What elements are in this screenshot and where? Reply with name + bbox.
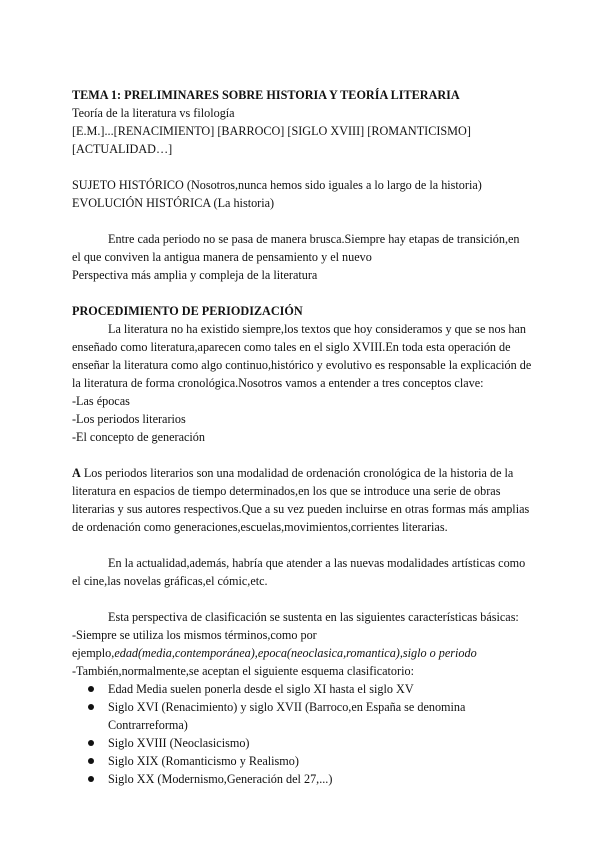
a-paragraph-line: literatura en espacios de tiempo determinados,en los que se introduce una serie de obras — [72, 484, 501, 498]
list-item: Siglo XIX (Romanticismo y Realismo) — [72, 752, 532, 770]
bullet-icon — [88, 776, 94, 782]
actualidad-paragraph-line: En la actualidad,además, habría que atender a las nuevas modalidades artísticas como — [108, 556, 526, 570]
concept-item: -Las épocas — [72, 394, 130, 408]
a-paragraph-line: de ordenación como generaciones,escuelas,movimientos,corrientes literarias. — [72, 520, 448, 534]
bullet-icon — [88, 704, 94, 710]
a-paragraph-line: literarias y sus autores respectivos.Que a su vez pueden incluirse en otras formas más amplias — [72, 502, 530, 516]
page-title: TEMA 1: PRELIMINARES SOBRE HISTORIA Y TEORÍA LITERARIA — [72, 88, 460, 102]
bullet-icon — [88, 758, 94, 764]
sujeto-historico: SUJETO HISTÓRICO (Nosotros,nunca hemos sido iguales a lo largo de la historia) — [72, 178, 482, 192]
terms-italic: edad(media,contemporánea),epoca(neoclasica,romantica),siglo o periodo — [114, 646, 477, 660]
a-paragraph-text: Los periodos literarios son una modalidad de ordenación cronológica de la historia de la — [80, 466, 514, 480]
periods-line-2: [ACTUALIDAD…] — [72, 142, 173, 156]
document-body — [72, 86, 532, 788]
list-item: Siglo XVIII (Neoclasicismo) — [72, 734, 532, 752]
evolucion-historica: EVOLUCIÓN HISTÓRICA (La historia) — [72, 196, 275, 210]
periods-line-1: [E.M.]...[RENACIMIENTO] [BARROCO] [SIGLO XVIII] [ROMANTICISMO] — [72, 124, 471, 138]
proc-paragraph-line: enseñado como literatura,aparecen como tales en el siglo XVIII.En toda esta operación de — [72, 340, 511, 354]
perspectiva-paragraph-line: -Siempre se utiliza los mismos términos,como por — [72, 628, 317, 642]
a-paragraph-line — [72, 464, 532, 482]
concept-item: -Los periodos literarios — [72, 412, 186, 426]
perspectiva-paragraph-line: -También,normalmente,se aceptan el siguiente esquema clasificatorio: — [72, 664, 414, 678]
section-heading: PROCEDIMIENTO DE PERIODIZACIÓN — [72, 304, 303, 318]
proc-paragraph-line: la literatura de forma cronológica.Nosotros vamos a entender a tres conceptos clave: — [72, 376, 484, 390]
perspectiva-paragraph-line — [72, 644, 532, 662]
period-bullet-list — [72, 680, 532, 788]
bullet-icon — [88, 740, 94, 746]
perspectiva-paragraph-line: Esta perspectiva de clasificación se sustenta en las siguientes características básicas: — [108, 610, 519, 624]
transition-paragraph-line: Perspectiva más amplia y compleja de la literatura — [72, 268, 318, 282]
proc-paragraph-line: enseñar la literatura como algo continuo,histórico y evolutivo es responsable la explicación de — [72, 358, 532, 372]
actualidad-paragraph-line: el cine,las novelas gráficas,el cómic,etc. — [72, 574, 268, 588]
bullet-icon — [88, 686, 94, 692]
list-item: Siglo XVI (Renacimiento) y siglo XVII (Barroco,en España se denomina — [72, 698, 532, 716]
proc-paragraph-line: La literatura no ha existido siempre,los textos que hoy consideramos y que se nos han — [108, 322, 526, 336]
concept-item: -El concepto de generación — [72, 430, 205, 444]
list-item: Edad Media suelen ponerla desde el siglo XI hasta el siglo XV — [72, 680, 532, 698]
transition-paragraph-line: Entre cada periodo no se pasa de manera brusca.Siempre hay etapas de transición,en — [108, 232, 520, 246]
a-letter: A — [72, 466, 81, 480]
subtitle: Teoría de la literatura vs filología — [72, 106, 235, 120]
transition-paragraph-line: el que conviven la antigua manera de pensamiento y el nuevo — [72, 250, 372, 264]
ejemplo-text: ejemplo, — [72, 646, 115, 660]
list-item-continuation: Contrarreforma) — [108, 718, 188, 732]
list-item: Siglo XX (Modernismo,Generación del 27,...) — [72, 770, 532, 788]
